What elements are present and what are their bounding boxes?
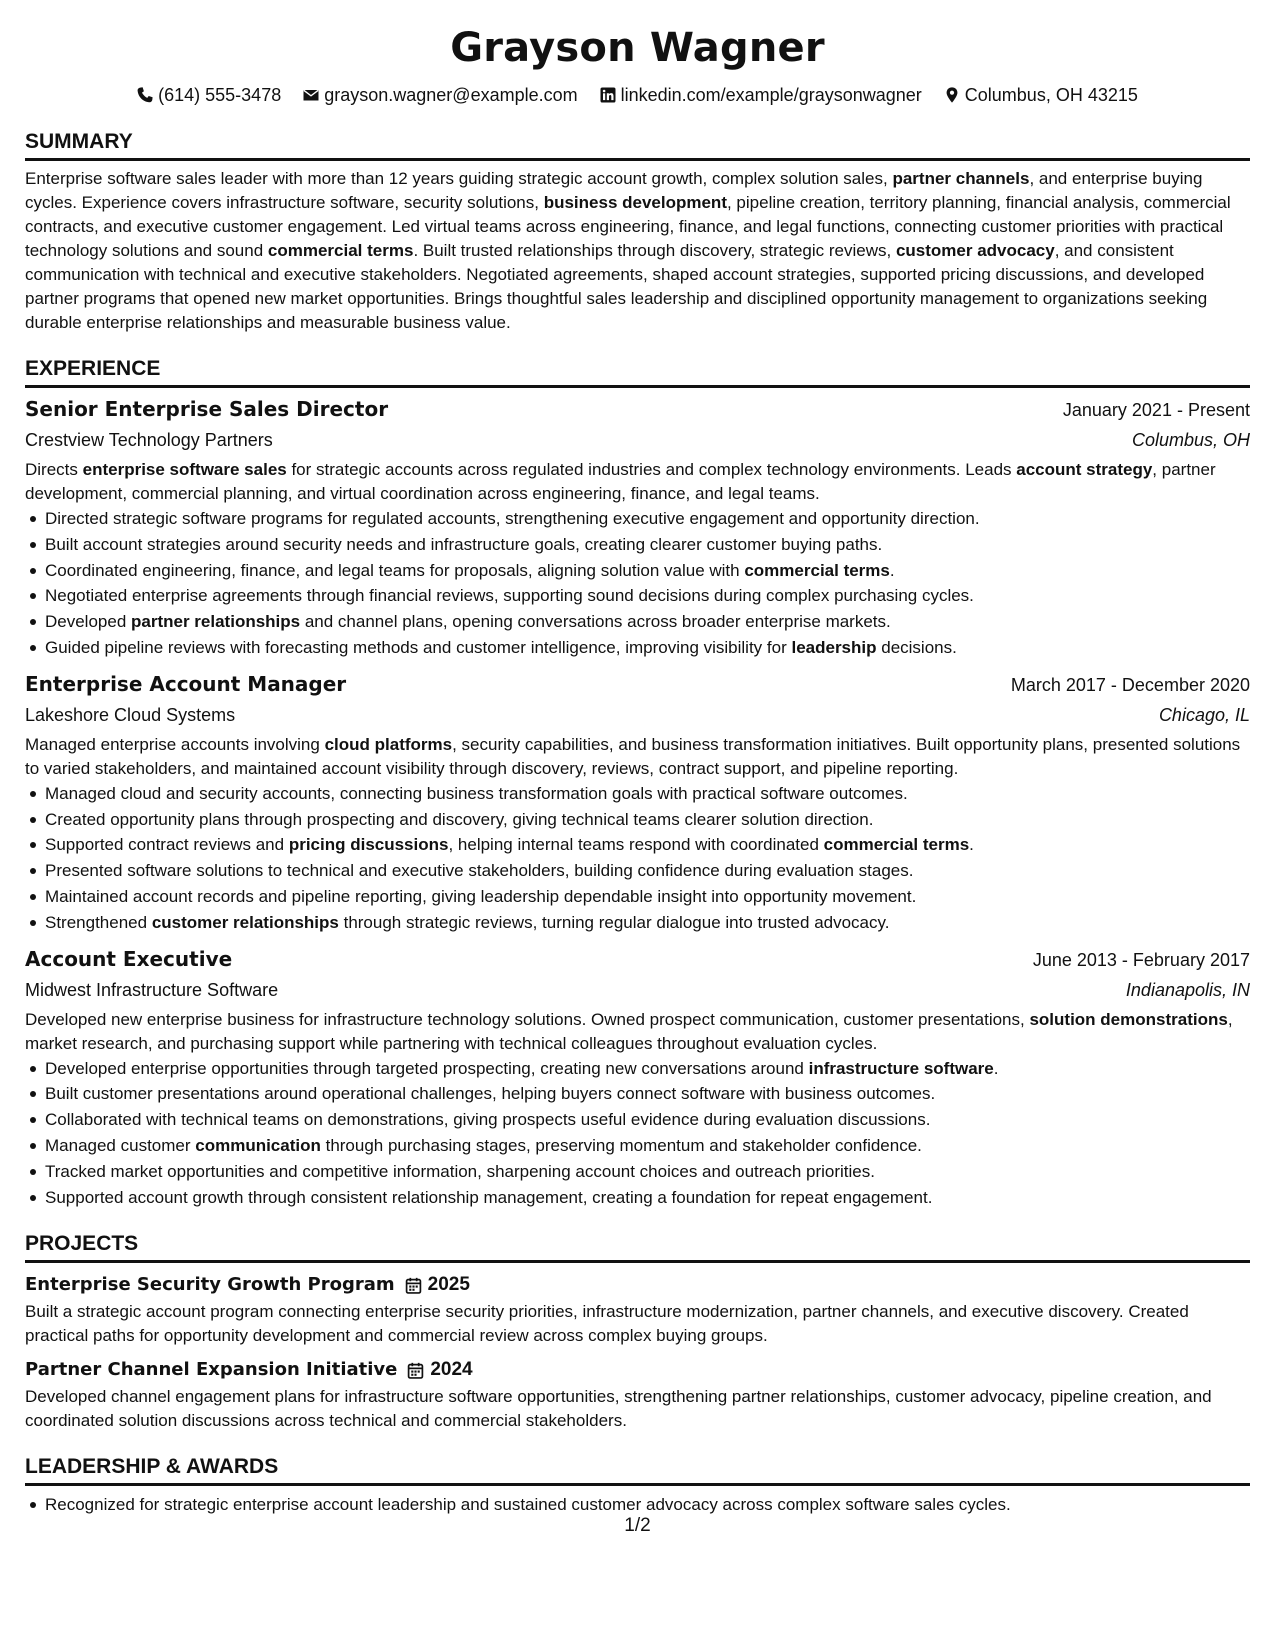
job-summary: Managed enterprise accounts involving cloud platforms, security capabilities, and business transformation initiatives. Built opportunity plans, presented solutions to varied stakeholders, and maintained account visibility through discovery, reviews, contract support, and pipeline reporting.: [25, 734, 1241, 778]
linkedin-link[interactable]: linkedin.com/example/graysonwagner: [620, 85, 922, 105]
emphasis-text: account strategy: [1016, 460, 1153, 479]
job-dates: January 2021 - Present: [1062, 400, 1250, 420]
bullet-item: Maintained account records and pipeline reporting, giving leadership dependable insight into opportunity movement.: [45, 884, 1250, 910]
emphasis-text: customer advocacy: [895, 241, 1055, 260]
calendar-icon: [407, 1362, 424, 1379]
bullet-item: Built account strategies around security needs and infrastructure goals, creating clearer customer buying paths.: [45, 532, 1250, 558]
job-company: Midwest Infrastructure Software: [25, 979, 279, 1000]
job-location: Indianapolis, IN: [1125, 979, 1250, 1000]
awards-heading: LEADERSHIP & AWARDS: [25, 1455, 1250, 1486]
project-title: Enterprise Security Growth Program: [25, 1274, 395, 1296]
job-entry: [25, 394, 1250, 661]
job-title: Senior Enterprise Sales Director: [25, 397, 389, 421]
summary-section: [25, 130, 1250, 335]
emphasis-text: infrastructure software: [808, 1058, 994, 1078]
bullet-item: Supported account growth through consistent relationship management, creating a foundation for repeat engagement.: [45, 1185, 1250, 1211]
emphasis-text: commercial terms: [823, 835, 970, 855]
envelope-icon: [303, 87, 319, 103]
bullet-item: Built customer presentations around operational challenges, helping buyers connect software with business outcomes.: [45, 1081, 1250, 1107]
project-description: Built a strategic account program connecting enterprise security priorities, infrastructure modernization, partner channels, and executive discovery. Created practical paths for opportunity development and commercial review across complex buying groups.: [25, 1302, 1189, 1346]
calendar-icon: [405, 1277, 422, 1294]
job-location: Chicago, IL: [1158, 704, 1250, 725]
phone-icon: [137, 87, 153, 103]
bullet-item: Developed partner relationships and channel plans, opening conversations across broader enterprise markets.: [45, 609, 1250, 635]
bullet-item: Developed enterprise opportunities through targeted prospecting, creating new conversations around infrastructure software.: [45, 1056, 1250, 1082]
projects-section: [25, 1232, 1250, 1433]
bullet-item: Guided pipeline reviews with forecasting methods and customer intelligence, improving visibility for leadership decisions.: [45, 635, 1250, 661]
emphasis-text: business development: [543, 193, 727, 212]
contact-phone: [137, 82, 281, 108]
emphasis-text: solution demonstrations: [1029, 1009, 1228, 1029]
email-link[interactable]: grayson.wagner@example.com: [324, 85, 578, 105]
bullet-item: Recognized for strategic enterprise account leadership and sustained customer advocacy across complex software sales cycles.: [45, 1492, 1250, 1518]
project-year: [407, 1359, 472, 1381]
experience-section: [25, 357, 1250, 1210]
job-dates: June 2013 - February 2017: [1032, 949, 1250, 970]
resume-page: [25, 20, 1250, 1518]
page-number: 1/2: [624, 1515, 651, 1536]
phone-text: (614) 555-3478: [158, 85, 282, 105]
candidate-name: Grayson Wagner: [450, 25, 825, 71]
job-entry: [25, 669, 1250, 936]
job-bullets: [25, 506, 1250, 661]
job-dates: March 2017 - December 2020: [1010, 674, 1250, 695]
emphasis-text: pricing discussions: [288, 835, 449, 855]
emphasis-text: partner relationships: [131, 612, 301, 632]
bullet-item: Negotiated enterprise agreements through financial reviews, supporting sound decisions during complex purchasing cycles.: [45, 583, 1250, 609]
emphasis-text: partner channels: [892, 169, 1030, 188]
project-title: Partner Channel Expansion Initiative: [25, 1359, 398, 1381]
project-description: Developed channel engagement plans for infrastructure software opportunities, strengthening partner relationships, customer advocacy, pipeline creation, and coordinated solution discussions across technical and commercial stakeholders.: [25, 1387, 1212, 1431]
bullet-item: Created opportunity plans through prospecting and discovery, giving technical teams clearer solution direction.: [45, 807, 1250, 833]
location-text: Columbus, OH 43215: [964, 85, 1138, 105]
bullet-item: Presented software solutions to technical and executive stakeholders, building confidence during evaluation stages.: [45, 858, 1250, 884]
bullet-item: Managed customer communication through purchasing stages, preserving momentum and stakeholder confidence.: [45, 1133, 1250, 1159]
project-year: [405, 1274, 470, 1296]
contact-linkedin[interactable]: [600, 82, 922, 108]
job-summary: Developed new enterprise business for infrastructure technology solutions. Owned prospect communication, customer presentations, solution demonstrations, market research, and purchasing support while partnering with technical colleagues throughout evaluation cycles.: [25, 1009, 1233, 1053]
map-pin-icon: [944, 87, 960, 103]
bullet-item: Coordinated engineering, finance, and legal teams for proposals, aligning solution value with commercial terms.: [45, 558, 1250, 584]
emphasis-text: leadership: [791, 637, 877, 657]
contact-email[interactable]: [303, 82, 577, 108]
linkedin-icon: [600, 87, 616, 103]
summary-text: Enterprise software sales leader with more than 12 years guiding strategic account growth, complex solution sales, partner channels, and enterprise buying cycles. Experience covers infrastructure software, security solutions, business development, pipeline creation, territory planning, financial analysis, commercial contracts, and executive customer engagement. Led virtual teams across engineering, finance, and legal functions, connecting customer priorities with practical technology solutions and sound commercial terms. Built trusted relationships through discovery, strategic reviews, customer advocacy, and consistent communication with technical and executive stakeholders. Negotiated agreements, shaped account strategies, supported pricing discussions, and developed partner programs that opened new market opportunities. Brings thoughtful sales leadership and disciplined opportunity management to organizations seeking durable enterprise relationships and measurable business value.: [25, 169, 1231, 332]
job-company: Lakeshore Cloud Systems: [25, 704, 236, 725]
emphasis-text: cloud platforms: [324, 734, 453, 754]
emphasis-text: enterprise software sales: [82, 460, 287, 479]
project-entry: [25, 1356, 1250, 1433]
contact-location: [944, 82, 1138, 108]
contact-bar: [25, 82, 1250, 108]
emphasis-text: commercial terms: [267, 241, 414, 260]
job-title: Account Executive: [25, 946, 233, 971]
bullet-item: Supported contract reviews and pricing discussions, helping internal teams respond with coordinated commercial terms.: [45, 832, 1250, 858]
summary-heading: SUMMARY: [25, 130, 1250, 161]
emphasis-text: customer relationships: [151, 912, 339, 932]
job-bullets: [25, 1056, 1250, 1211]
emphasis-text: communication: [195, 1135, 321, 1155]
project-year-text: 2025: [427, 1274, 470, 1296]
job-entry: [25, 944, 1250, 1211]
bullet-item: Tracked market opportunities and competitive information, sharpening account choices and outreach priorities.: [45, 1159, 1250, 1185]
projects-heading: PROJECTS: [25, 1232, 1250, 1263]
project-year-text: 2024: [430, 1359, 473, 1381]
bullet-item: Directed strategic software programs for regulated accounts, strengthening executive engagement and opportunity direction.: [45, 506, 1250, 532]
job-title: Enterprise Account Manager: [25, 671, 347, 696]
job-location: Columbus, OH: [1131, 430, 1250, 450]
bullet-item: Strengthened customer relationships through strategic reviews, turning regular dialogue into trusted advocacy.: [45, 910, 1250, 936]
awards-section: [25, 1455, 1250, 1518]
bullet-item: Managed cloud and security accounts, connecting business transformation goals with practical software outcomes.: [45, 781, 1250, 807]
emphasis-text: commercial terms: [744, 560, 890, 580]
project-entry: [25, 1271, 1250, 1348]
job-summary: Directs enterprise software sales for strategic accounts across regulated industries and complex technology environments. Leads account strategy, partner development, commercial planning, and virtual coordination across engineering, finance, and legal teams.: [25, 460, 1216, 503]
bullet-item: Collaborated with technical teams on demonstrations, giving prospects useful evidence during evaluation discussions.: [45, 1107, 1250, 1133]
experience-heading: EXPERIENCE: [25, 357, 1250, 388]
job-company: Crestview Technology Partners: [25, 430, 273, 450]
job-bullets: [25, 781, 1250, 936]
